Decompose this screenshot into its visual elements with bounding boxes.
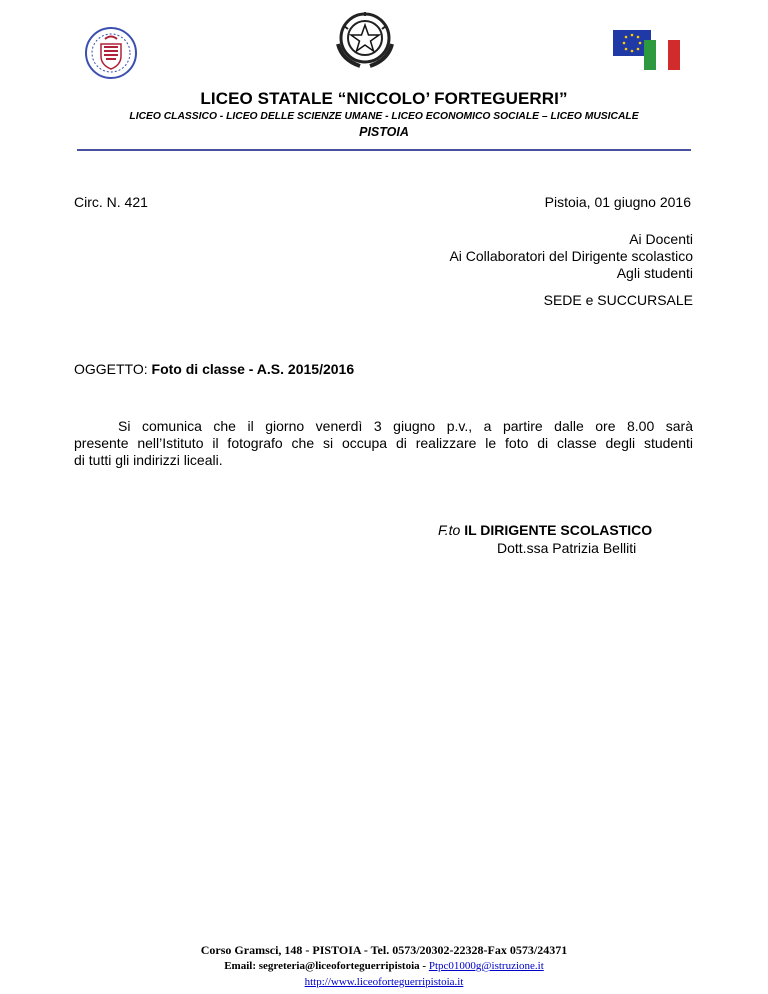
- recipient-line: Ai Docenti: [629, 231, 693, 247]
- letter-date: Pistoia, 01 giugno 2016: [544, 194, 691, 210]
- body-line: Si comunica che il giorno venerdì 3 giugno p.v., a partire dalle ore 8.00 sarà: [118, 418, 693, 434]
- signature-prefix: F.to: [438, 522, 461, 538]
- subject-text: Foto di classe - A.S. 2015/2016: [151, 361, 355, 377]
- recipients-block: [333, 231, 693, 282]
- footer-address: Corso Gramsci, 148 - PISTOIA - Tel. 0573/20302-22328-Fax 0573/24371: [200, 943, 568, 957]
- recipient-line: Ai Collaboratori del Dirigente scolastico: [449, 248, 693, 264]
- letter-body: [74, 418, 693, 469]
- circular-number: Circ. N. 421: [74, 194, 148, 210]
- signature-role: IL DIRIGENTE SCOLASTICO: [464, 522, 653, 538]
- school-city: PISTOIA: [359, 125, 409, 139]
- italian-republic-emblem-icon: [330, 8, 400, 70]
- body-line: presente nell’Istituto il fotografo che si occupa di realizzare le foto di classe degli studenti: [74, 435, 693, 451]
- subject-line: [74, 361, 354, 378]
- signature-name: Dott.ssa Patrizia Belliti: [497, 540, 637, 556]
- footer-email-line: [0, 960, 768, 972]
- school-subtitle: LICEO CLASSICO - LICEO DELLE SCIENZE UMANE - LICEO ECONOMICO SOCIALE – LICEO MUSICALE: [129, 111, 639, 122]
- school-crest-icon: [84, 26, 138, 80]
- subject-label: OGGETTO:: [74, 361, 148, 377]
- footer-email-link[interactable]: Ptpc01000g@istruzione.it: [428, 960, 544, 972]
- eu-italy-flags-icon: [613, 30, 680, 70]
- footer-website-line: [0, 976, 768, 988]
- footer-email-prefix: Email: segreteria@liceoforteguerripistoia -: [224, 960, 427, 972]
- body-line: di tutti gli indirizzi liceali.: [74, 452, 223, 468]
- school-title: LICEO STATALE “NICCOLO’ FORTEGUERRI”: [200, 89, 568, 108]
- sede-line: SEDE e SUCCURSALE: [543, 292, 693, 308]
- signature-role-line: [438, 522, 698, 539]
- header-divider: [77, 149, 691, 151]
- footer-website-link[interactable]: http://www.liceoforteguerripistoia.it: [304, 976, 464, 988]
- recipient-line: Agli studenti: [616, 265, 693, 281]
